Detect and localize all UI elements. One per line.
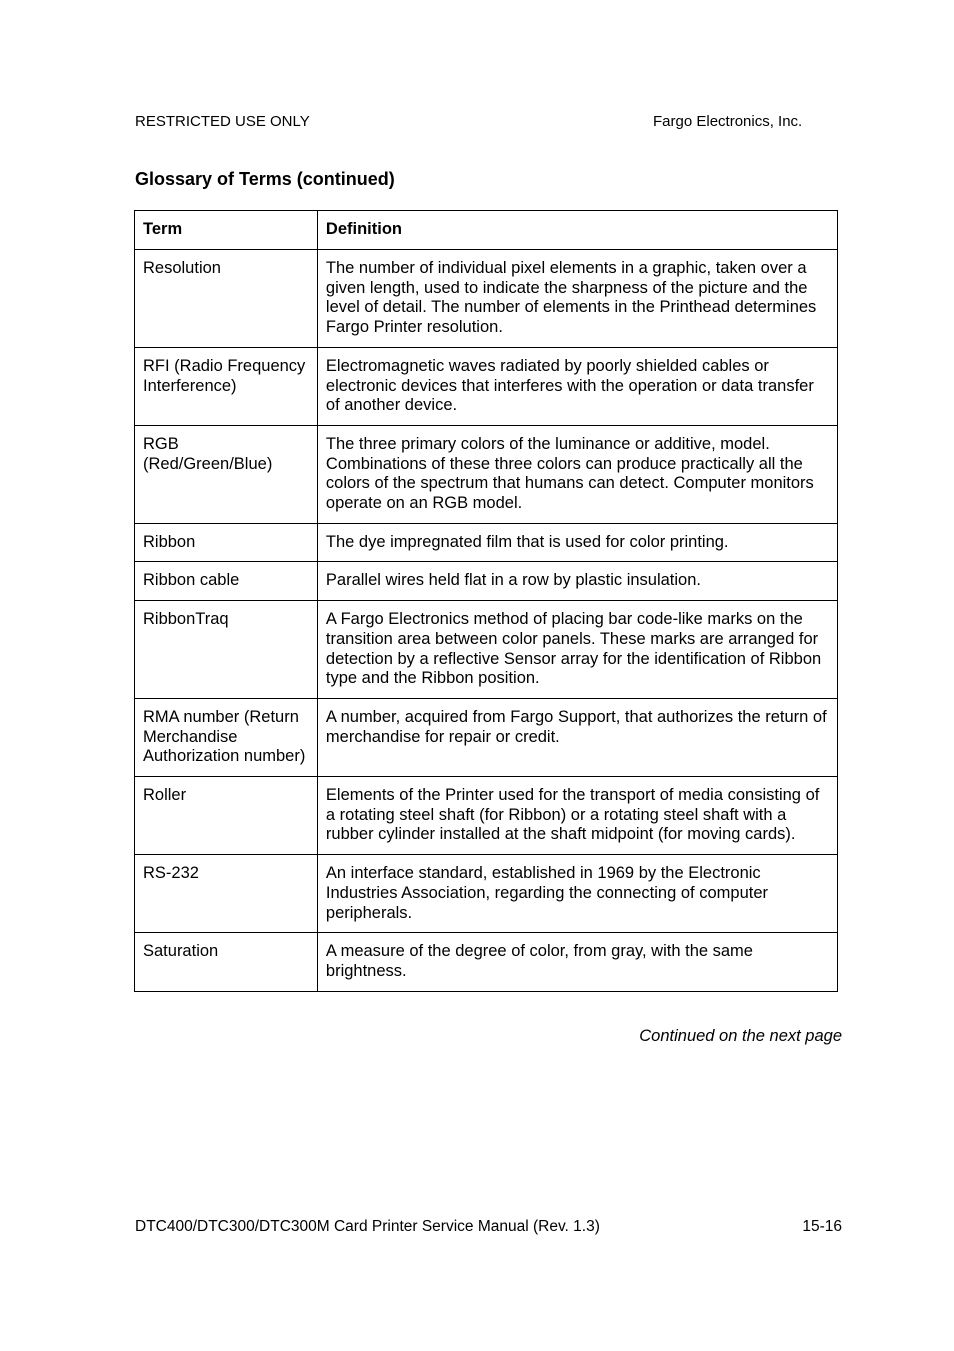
table-header-row [135,211,838,250]
table-row [135,933,838,991]
footer-page-number: 15-16 [802,1218,842,1235]
continued-note: Continued on the next page [639,1027,842,1045]
term-cell: Roller [135,777,318,855]
definition-cell: The three primary colors of the luminance or additive, model. Combinations of these three colors can produce practically all the colors of the spectrum that humans can detect. Computer monitors operate on an RGB model. [317,425,837,523]
term-cell: Resolution [135,250,318,348]
table-row [135,562,838,601]
table-row [135,347,838,425]
term-cell: RGB (Red/Green/Blue) [135,425,318,523]
header-restricted-notice: RESTRICTED USE ONLY [135,113,310,130]
definition-cell: Elements of the Printer used for the transport of media consisting of a rotating steel shaft (for Ribbon) or a rotating steel shaft with a rubber cylinder installed at the shaft midpoint (for moving cards). [317,777,837,855]
column-header-term: Term [135,211,318,250]
definition-cell: A Fargo Electronics method of placing bar code-like marks on the transition area between color panels. These marks are arranged for detection by a reflective Sensor array for the identification of Ribbon type and the Ribbon position. [317,601,837,699]
table-row [135,855,838,933]
term-cell: RibbonTraq [135,601,318,699]
table-row [135,250,838,348]
table-row [135,601,838,699]
definition-cell: Parallel wires held flat in a row by plastic insulation. [317,562,837,601]
definition-cell: An interface standard, established in 1969 by the Electronic Industries Association, regarding the connecting of computer peripherals. [317,855,837,933]
term-cell: RFI (Radio Frequency Interference) [135,347,318,425]
table-row [135,523,838,562]
term-cell: RMA number (Return Merchandise Authorization number) [135,698,318,776]
term-cell: Ribbon cable [135,562,318,601]
page-title: Glossary of Terms (continued) [135,169,395,189]
table-row [135,777,838,855]
definition-cell: Electromagnetic waves radiated by poorly shielded cables or electronic devices that interferes with the operation or data transfer of another device. [317,347,837,425]
term-cell: RS-232 [135,855,318,933]
column-header-definition: Definition [317,211,837,250]
table-row [135,425,838,523]
glossary-table [134,210,838,992]
term-cell: Saturation [135,933,318,991]
table-row [135,698,838,776]
definition-cell: The number of individual pixel elements in a graphic, taken over a given length, used to indicate the sharpness of the picture and the level of detail. The number of elements in the Printhead determines Fargo Printer resolution. [317,250,837,348]
footer-manual-title: DTC400/DTC300/DTC300M Card Printer Service Manual (Rev. 1.3) [135,1218,600,1235]
header-company-name: Fargo Electronics, Inc. [653,113,803,130]
definition-cell: A number, acquired from Fargo Support, that authorizes the return of merchandise for repair or credit. [317,698,837,776]
term-cell: Ribbon [135,523,318,562]
definition-cell: A measure of the degree of color, from gray, with the same brightness. [317,933,837,991]
definition-cell: The dye impregnated film that is used for color printing. [317,523,837,562]
